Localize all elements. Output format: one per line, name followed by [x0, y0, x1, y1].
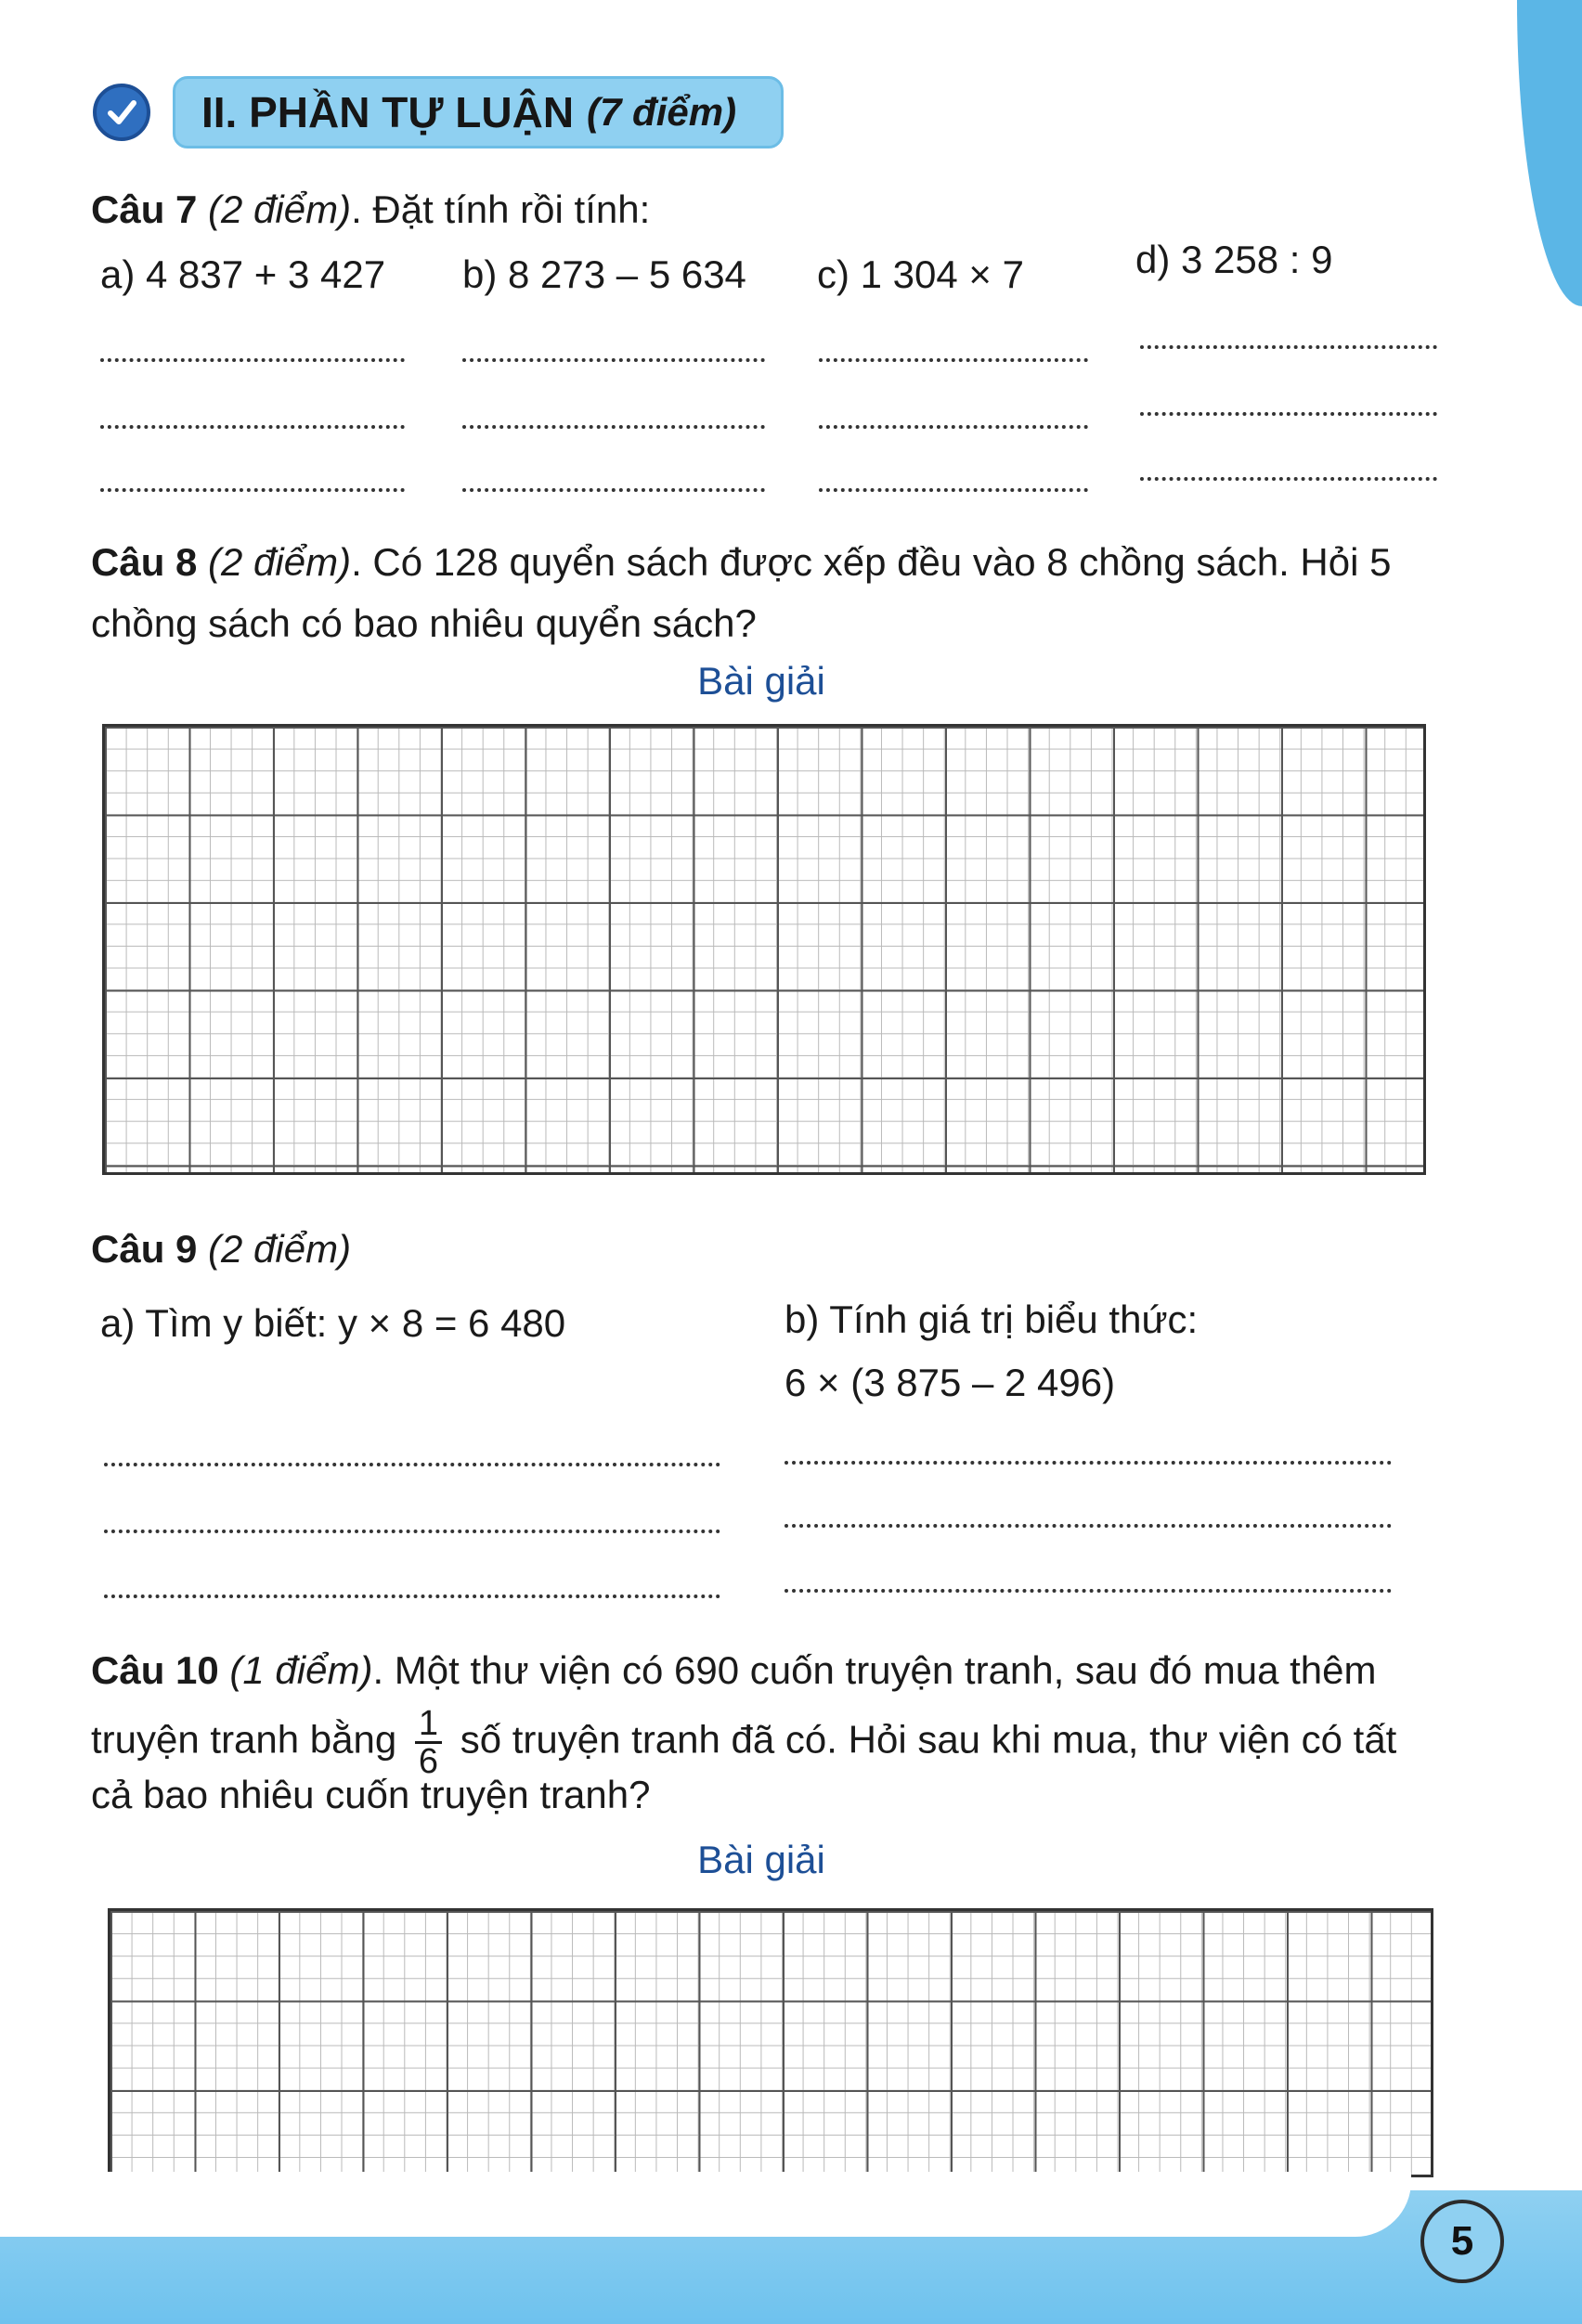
- q7-line-b1[interactable]: [462, 358, 765, 362]
- q9-line-b2[interactable]: [785, 1524, 1392, 1528]
- q7-part-c: c) 1 304 × 7: [817, 252, 1024, 296]
- q7-line-d1[interactable]: [1140, 345, 1437, 349]
- q7-line-a1[interactable]: [100, 358, 405, 362]
- q7-line-b3[interactable]: [462, 488, 765, 492]
- q9-part-a: a) Tìm y biết: y × 8 = 6 480: [100, 1301, 566, 1345]
- q7-line-a2[interactable]: [100, 425, 405, 429]
- decorative-corner: [1517, 0, 1582, 306]
- q7-line-b2[interactable]: [462, 425, 765, 429]
- q7-line-c3[interactable]: [819, 488, 1088, 492]
- q9-line-a1[interactable]: [104, 1463, 720, 1466]
- q7-number: Câu 7: [91, 187, 198, 231]
- q10-fraction-numerator: 1: [415, 1706, 442, 1744]
- q10-points: (1 điểm): [229, 1648, 373, 1692]
- section-points: (7 điểm): [587, 90, 737, 134]
- q8-line2: chồng sách có bao nhiêu quyển sách?: [91, 601, 757, 645]
- q7-part-a: a) 4 837 + 3 427: [100, 252, 386, 296]
- q9-part-b-title: b) Tính giá trị biểu thức:: [785, 1298, 1199, 1341]
- q7-line-d2[interactable]: [1140, 412, 1437, 416]
- q8-answer-grid[interactable]: [102, 724, 1426, 1175]
- q7-part-b: b) 8 273 – 5 634: [462, 252, 746, 296]
- q8-points: (2 điểm): [208, 540, 352, 584]
- q7-text: . Đặt tính rồi tính:: [351, 187, 651, 231]
- q9-line-a3[interactable]: [104, 1595, 720, 1598]
- question-7-heading: [91, 184, 650, 236]
- q8-solution-title: Bài giải: [697, 659, 825, 703]
- q9-line-b3[interactable]: [785, 1589, 1392, 1593]
- q10-number: Câu 10: [91, 1648, 219, 1692]
- section-title-text: II. PHẦN TỰ LUẬN: [201, 88, 575, 136]
- q10-line2-start: truyện tranh bằng: [91, 1717, 397, 1762]
- q7-part-d: d) 3 258 : 9: [1135, 238, 1333, 281]
- section-header: [93, 76, 784, 148]
- section-title: [173, 76, 784, 148]
- q9-number: Câu 9: [91, 1227, 198, 1271]
- check-circle-icon: [93, 84, 150, 141]
- q10-line2-end: số truyện tranh đã có. Hỏi sau khi mua, thư viện có tất: [460, 1717, 1397, 1762]
- q10-answer-grid[interactable]: [108, 1908, 1433, 2177]
- question-8-heading: [91, 536, 1391, 588]
- q10-line3: cả bao nhiêu cuốn truyện tranh?: [91, 1773, 651, 1816]
- q7-line-c1[interactable]: [819, 358, 1088, 362]
- footer-white-area: [0, 2172, 1411, 2237]
- q7-line-c2[interactable]: [819, 425, 1088, 429]
- q9-line-a2[interactable]: [104, 1530, 720, 1533]
- page-number: 5: [1420, 2200, 1504, 2283]
- question-10-heading: [91, 1645, 1377, 1697]
- question-9-heading: [91, 1223, 351, 1275]
- q7-line-d3[interactable]: [1140, 477, 1437, 481]
- q8-number: Câu 8: [91, 540, 198, 584]
- q7-parts: [100, 238, 1446, 308]
- q9-part-b-expression: 6 × (3 875 – 2 496): [785, 1361, 1116, 1404]
- q9-line-b1[interactable]: [785, 1461, 1392, 1465]
- q7-points: (2 điểm): [208, 187, 352, 231]
- q10-solution-title: Bài giải: [697, 1838, 825, 1881]
- q10-line1: . Một thư viện có 690 cuốn truyện tranh, sau đó mua thêm: [372, 1648, 1377, 1692]
- q7-line-a3[interactable]: [100, 488, 405, 492]
- q9-points: (2 điểm): [208, 1227, 352, 1271]
- q8-line1: . Có 128 quyển sách được xếp đều vào 8 chồng sách. Hỏi 5: [351, 540, 1392, 584]
- q10-fraction-denominator: 6: [418, 1742, 439, 1781]
